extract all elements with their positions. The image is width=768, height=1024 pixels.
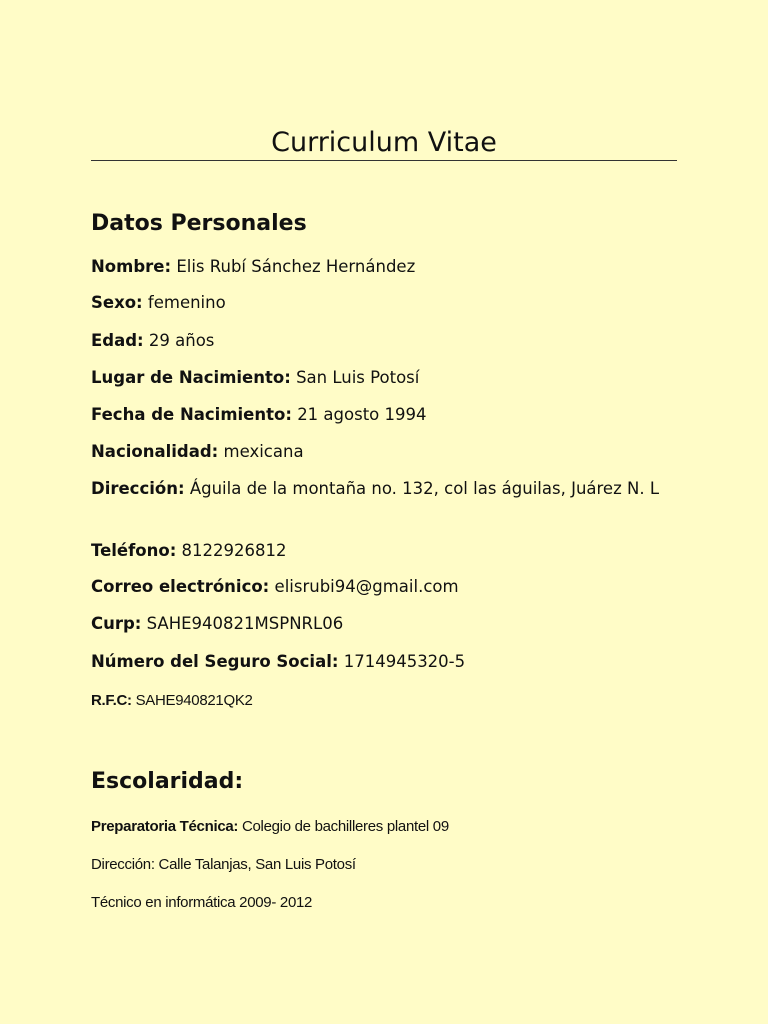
field-label: Nombre:	[91, 257, 172, 276]
field-label: Preparatoria Técnica:	[91, 818, 239, 835]
field-value: elisrubi94@gmail.com	[274, 577, 459, 596]
education-school	[91, 814, 677, 839]
field-value: Colegio de bachilleres plantel 09	[241, 818, 449, 835]
field-value: mexicana	[223, 442, 304, 461]
field-label: Fecha de Nacimiento:	[91, 405, 292, 424]
personal-data-heading: Datos Personales	[91, 211, 307, 236]
field-label: Correo electrónico:	[91, 577, 270, 596]
field-label: Lugar de Nacimiento:	[91, 368, 291, 387]
field-edad	[91, 328, 677, 353]
education-address: Dirección: Calle Talanjas, San Luis Potosí	[91, 856, 356, 873]
field-label: R.F.C:	[91, 692, 132, 709]
field-value: 29 años	[148, 331, 215, 350]
field-label: Número del Seguro Social:	[91, 652, 339, 671]
field-nacionalidad	[91, 439, 677, 464]
field-value: 1714945320-5	[343, 652, 466, 671]
field-value: 8122926812	[181, 541, 287, 560]
field-label: Sexo:	[91, 293, 143, 312]
education-heading: Escolaridad:	[91, 769, 244, 794]
field-label: Curp:	[91, 614, 142, 633]
field-direccion	[91, 476, 677, 501]
field-value: Águila de la montaña no. 132, col las águilas, Juárez N. L	[189, 479, 660, 498]
field-value: SAHE940821MSPNRL06	[146, 614, 344, 633]
field-label: Edad:	[91, 331, 144, 350]
field-value: Elis Rubí Sánchez Hernández	[176, 257, 416, 276]
field-label: Dirección:	[91, 479, 185, 498]
field-fecha-nacimiento	[91, 402, 677, 427]
field-label: Teléfono:	[91, 541, 177, 560]
field-label: Nacionalidad:	[91, 442, 219, 461]
field-value: SAHE940821QK2	[135, 692, 253, 709]
title-divider	[91, 160, 677, 161]
field-curp	[91, 611, 677, 636]
field-value: San Luis Potosí	[296, 368, 420, 387]
field-sexo	[91, 290, 677, 315]
field-value: 21 agosto 1994	[297, 405, 427, 424]
education-degree: Técnico en informática 2009- 2012	[91, 894, 313, 911]
field-lugar-nacimiento	[91, 365, 677, 390]
field-nombre	[91, 254, 677, 279]
field-value: femenino	[147, 293, 226, 312]
field-telefono	[91, 538, 677, 563]
field-correo	[91, 574, 677, 599]
field-rfc	[91, 688, 677, 713]
field-seguro-social	[91, 649, 677, 674]
document-title: Curriculum Vitae	[271, 127, 497, 158]
